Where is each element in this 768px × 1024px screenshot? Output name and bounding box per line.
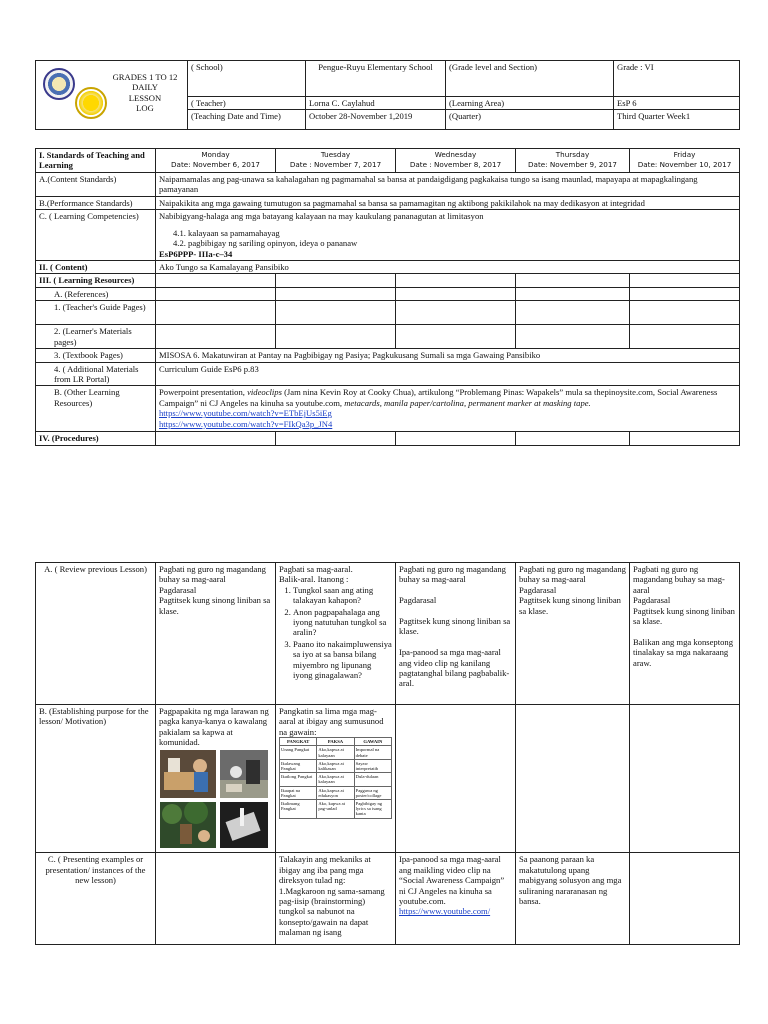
additional-materials-label: 4. ( Additional Materials from LR Portal) bbox=[36, 362, 156, 386]
review-tuesday: Pagbati sa mag-aaral. Balik-aral. Itanong : 1. Tungkol saan ang ating talakayan kahapon? 2. Anon pagpapahalaga ang iyong natutuhan tungkol sa aralin? 3. Paano ito nakaimpluwensiya sa iyo at sa bansa bilang miyembro ng lipunang iyong ginagalawan? bbox=[276, 563, 396, 705]
textbook-pages-label: 3. (Textbook Pages) bbox=[36, 349, 156, 362]
review-friday: Pagbati ng guro ng magandang buhay sa mag-aaral Pagdarasal Pagtitsek kung sinong liniban sa klase. Balikan ang mga konseptong tinalakay sa mga nakaraang araw. bbox=[630, 563, 740, 705]
review-thursday: Pagbati ng guro ng magandang buhay sa mag-aaral Pagdarasal Pagtitsek kung sinong liniban sa klase. bbox=[516, 563, 630, 705]
review-wednesday: Pagbati ng guro ng magandang buhay sa mag-aaral Pagdarasal Pagtitsek kung sinong liniban sa klase. Ipa-panood sa mga mag-aaral ang video clip ng kanilang pagtatanghal bilang pagbabalik-aral. bbox=[396, 563, 516, 705]
performance-standards-label: B.(Performance Standards) bbox=[36, 197, 156, 210]
grade-value: Grade : VI bbox=[614, 61, 740, 97]
teacher-value: Lorna C. Caylahud bbox=[306, 97, 446, 110]
purpose-tuesday: Pangkatin sa lima mga mag-aaral at ibigay ang sumusunod na gawain: PANGKAT PAKSA GAWAIN Unang Pangkat Ako,kapwa at kalayaan Impormal na debate Ikalawang Pangkat Ako,kapwa at kalikasan Sayaw interpretatib Ikatlong Pangkat Ako,kapwa at kalayaan Dula-dulaan Ikaapat na Pangkat Ako,kapwa at edukasyon Paggawa ng poster/collage Ikalimang Pangkat Ako, kapwa at pag-unlad Pagbibigay ng lyrics sa isang kanta bbox=[276, 705, 396, 853]
content-value: Ako Tungo sa Kamalayang Pansibiko bbox=[156, 261, 740, 274]
day-header-wednesday: Wednesday Date : November 8, 2017 bbox=[396, 149, 516, 173]
learning-resources-label: III. ( Learning Resources) bbox=[36, 274, 156, 287]
youtube-link-wednesday[interactable]: https://www.youtube.com/ bbox=[399, 906, 491, 917]
photo-children-helping bbox=[160, 750, 216, 798]
day-header-monday: Monday Date: November 6, 2017 bbox=[156, 149, 276, 173]
teachers-guide-label: 1. (Teacher's Guide Pages) bbox=[36, 301, 156, 325]
competencies-value: Nabibigyang-halaga ang mga batayang kalayaan na may kaukulang pananagutan at limitasyon 4.1. kalayaan sa pamamahayag 4.2. pagbibigay ng sariling opinyon, ideya o pananaw EsP6PPP- IIIa-c–34 bbox=[156, 210, 740, 261]
grade-section-label: (Grade level and Section) bbox=[446, 61, 614, 97]
references-label: A. (References) bbox=[36, 287, 156, 300]
photo-hand-smoking bbox=[220, 802, 268, 848]
learning-area-label: (Learning Area) bbox=[446, 97, 614, 110]
performance-standards-value: Naipakikita ang mga gawaing tumutugon sa pagmamahal sa bansa sa pamamagitan ng aktibong pakikilahok na may dedikasyon at integridad bbox=[156, 197, 740, 210]
content-standards-label: A.(Content Standards) bbox=[36, 173, 156, 197]
procedures-label: IV. (Procedures) bbox=[36, 432, 156, 445]
header-table bbox=[35, 60, 740, 130]
date-value: October 28-November 1,2019 bbox=[306, 110, 446, 130]
purpose-monday: Pagpapakita ng mga larawan ng pagka kanya-kanya o kawalang pakialam sa kapwa at komunidad. bbox=[156, 705, 276, 853]
competencies-label: C. ( Learning Competencies) bbox=[36, 210, 156, 261]
purpose-label: B. (Establishing purpose for the lesson/ Motivation) bbox=[36, 705, 156, 853]
youtube-link-2[interactable]: https://www.youtube.com/watch?v=FIkQa3p_JN4 bbox=[159, 418, 333, 429]
procedures-table bbox=[35, 562, 740, 945]
learning-area-value: EsP 6 bbox=[614, 97, 740, 110]
day-header-tuesday: Tuesday Date : November 7, 2017 bbox=[276, 149, 396, 173]
standards-label: I. Standards of Teaching and Learning bbox=[36, 149, 156, 173]
content-label: II. ( Content) bbox=[36, 261, 156, 274]
date-label: (Teaching Date and Time) bbox=[188, 110, 306, 130]
photo-forest-cutting bbox=[160, 802, 216, 848]
learners-materials-label: 2. (Learner's Materials pages) bbox=[36, 325, 156, 349]
quarter-value: Third Quarter Week1 bbox=[614, 110, 740, 130]
quarter-label: (Quarter) bbox=[446, 110, 614, 130]
examples-tuesday: Talakayin ang mekaniks at ibigay ang iba pang mga direksyon tulad ng: 1.Magkaroon ng sama-samang pag-iisip (brainstorming) tungkol sa nabunot na konsepto/gawain na dapat malaman ng isang bbox=[276, 853, 396, 945]
grades-label-cell bbox=[36, 61, 188, 130]
day-header-friday: Friday Date: November 10, 2017 bbox=[630, 149, 740, 173]
other-resources-value: Powerpoint presentation, videoclips (Jam nina Kevin Roy at Cooky Chua), artikulong “Problemang Pinas: Wapakels” mula sa thepinoysite.com, Social Awareness Campaign” ni CJ Angeles na kinuha sa youtube.com, metacards, manila paper/cartolina, permanent marker at masking tape. https://www.youtube.com/watch?v=ETbEjUs5iEg https://www.youtube.com/watch?v=FIkQa3p_JN4 bbox=[156, 386, 740, 432]
grades-label: GRADES 1 TO 12 DAILY LESSON LOG bbox=[112, 72, 178, 114]
review-label: A. ( Review previous Lesson) bbox=[36, 563, 156, 705]
teacher-label: ( Teacher) bbox=[188, 97, 306, 110]
textbook-pages-value: MISOSA 6. Makatuwiran at Pantay na Pagbibigay ng Pasiya; Pagkukusang Sumali sa mga Gawaing Pansibiko bbox=[156, 349, 740, 362]
photo-street-scene bbox=[220, 750, 268, 798]
school-value: Pengue-Ruyu Elementary School bbox=[306, 61, 446, 97]
group-activity-table: PANGKAT PAKSA GAWAIN Unang Pangkat Ako,kapwa at kalayaan Impormal na debate Ikalawang Pangkat Ako,kapwa at kalikasan Sayaw interpretatib Ikatlong Pangkat Ako,kapwa at kalayaan Dula-dulaan Ikaapat na Pangkat Ako,kapwa at edukasyon Paggawa ng poster/collage Ikalimang Pangkat Ako, kapwa at pag-unlad Pagbibigay ng lyrics sa isang kanta bbox=[279, 737, 392, 818]
motivation-photos bbox=[159, 749, 272, 852]
content-standards-value: Naipamamalas ang pag-unawa sa kahalagahan ng pagmamahal sa bansa at pandaigdigang pagkakaisa tungo sa isang maunlad, mapayapa at mapagkalingang pamayanan bbox=[156, 173, 740, 197]
day-header-thursday: Thursday Date: November 9, 2017 bbox=[516, 149, 630, 173]
examples-thursday: Sa paanong paraan ka makatutulong upang mabigyang solusyon ang mga suliraning nararanasan ng bansa. bbox=[516, 853, 630, 945]
other-resources-label: B. (Other Learning Resources) bbox=[36, 386, 156, 432]
youtube-link-1[interactable]: https://www.youtube.com/watch?v=ETbEjUs5iEg bbox=[159, 408, 332, 419]
additional-materials-value: Curriculum Guide EsP6 p.83 bbox=[156, 362, 740, 386]
review-monday: Pagbati ng guro ng magandang buhay sa mag-aaral Pagdarasal Pagtitsek kung sinong liniban sa klase. bbox=[156, 563, 276, 705]
school-label: ( School) bbox=[188, 61, 306, 97]
lesson-plan-table bbox=[35, 148, 740, 446]
examples-label: C. ( Presenting examples or presentation/ instances of the new lesson) bbox=[36, 853, 156, 945]
review-questions: 1. Tungkol saan ang ating talakayan kahapon? 2. Anon pagpapahalaga ang iyong natutuhan tungkol sa aralin? 3. Paano ito nakaimpluwensiya sa iyo at sa bansa bilang miyembro ng lipunang iyong ginagalawan? bbox=[279, 585, 392, 681]
examples-wednesday: Ipa-panood sa mga mag-aaral ang maikling video clip na “Social Awareness Campaign” ni CJ Angeles na kinuha sa youtube.com. https://www.youtube.com/ bbox=[396, 853, 516, 945]
